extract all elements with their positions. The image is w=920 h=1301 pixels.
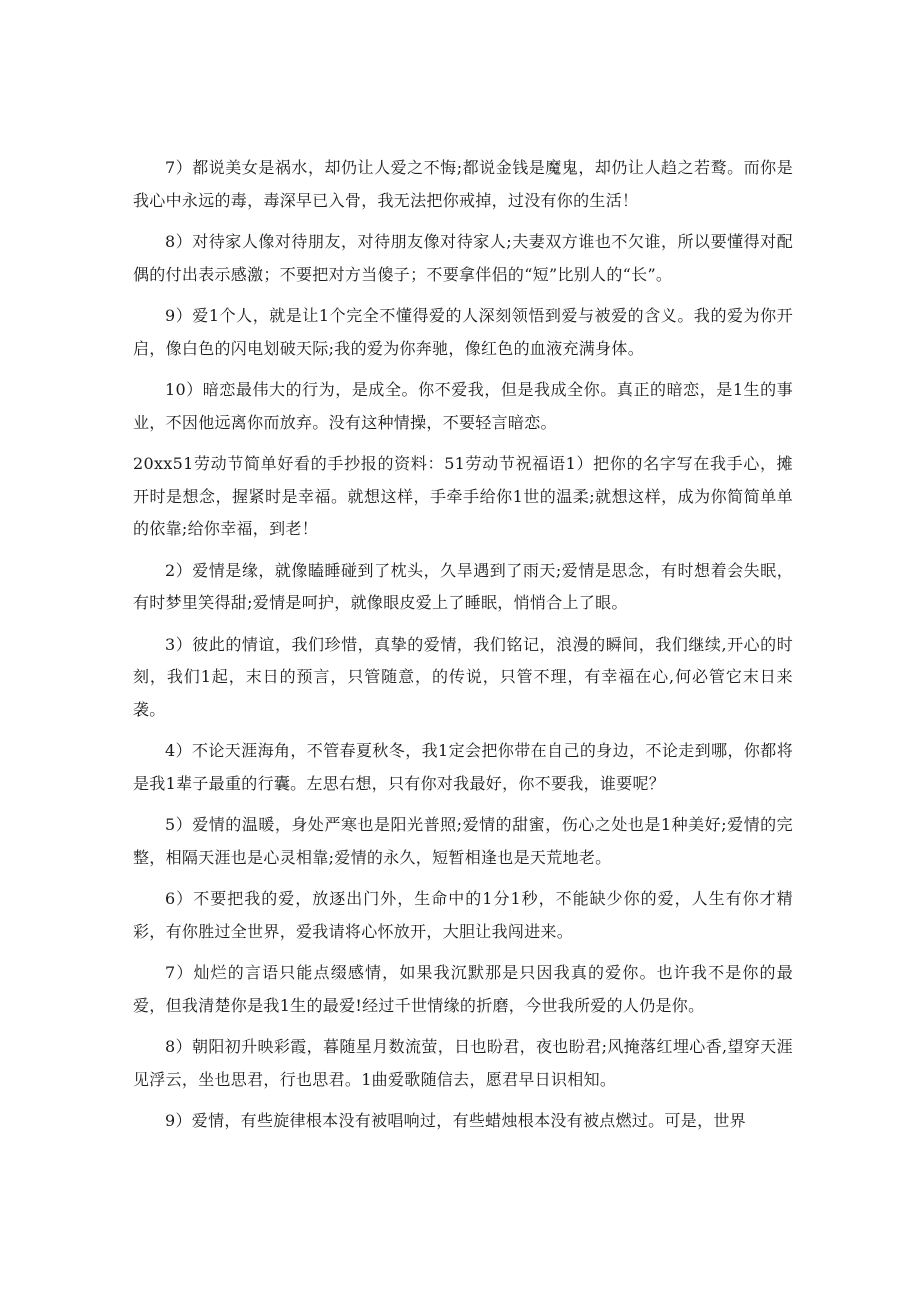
paragraph-5-warmth: 5）爱情的温暖，身处严寒也是阳光普照;爱情的甜蜜，伤心之处也是1种美好;爱情的完整，相隔天涯也是心灵相靠;爱情的永久，短暂相逢也是天荒地老。 <box>133 815 793 867</box>
paragraph-section-heading-blessings: 20xx51劳动节简单好看的手抄报的资料：51劳动节祝福语1）把你的名字写在我手心，摊开时是想念，握紧时是幸福。就想这样，手牵手给你1世的温柔;就想这样，成为你简简单单的依靠;给你幸福，到老！ <box>133 454 793 538</box>
paragraph-7-brilliant-words: 7）灿烂的言语只能点缀感情，如果我沉默那是只因我真的爱你。也许我不是你的最爱，但我清楚你是我1生的最爱!经过千世情缘的折磨，今世我所爱的人仍是你。 <box>133 963 793 1015</box>
paragraph-4-anywhere: 4）不论天涯海角，不管春夏秋冬，我1定会把你带在自己的身边，不论走到哪，你都将是我1辈子最重的行囊。左思右想，只有你对我最好，你不要我，谁要呢？ <box>133 741 793 793</box>
paragraph-8-family: 8）对待家人像对待朋友，对待朋友像对待家人;夫妻双方谁也不欠谁，所以要懂得对配偶的付出表示感激；不要把对方当傻子；不要拿伴侣的“短”比别人的“长”。 <box>133 232 793 284</box>
document-body <box>133 152 793 1147</box>
paragraph-9-melody: 9）爱情，有些旋律根本没有被唱响过，有些蜡烛根本没有被点燃过。可是，世界 <box>165 1111 746 1130</box>
paragraph-3-friendship: 3）彼此的情谊，我们珍惜，真挚的爱情，我们铭记，浪漫的瞬间，我们继续,开心的时刻，我们1起，末日的预言，只管随意，的传说，只管不理，有幸福在心,何必管它末日来袭。 <box>133 634 793 719</box>
paragraph-2-love-fate: 2）爱情是缘，就像瞌睡碰到了枕头，久旱遇到了雨天;爱情是思念，有时想着会失眠，有时梦里笑得甜;爱情是呵护，就像眼皮爱上了睡眠，悄悄合上了眼。 <box>133 560 793 612</box>
paragraph-7-beauty: 7）都说美女是祸水，却仍让人爱之不悔;都说金钱是魔鬼，却仍让人趋之若鹜。而你是我心中永远的毒，毒深早已入骨，我无法把你戒掉，过没有你的生活！ <box>133 158 793 210</box>
paragraph-6-my-love: 6）不要把我的爱，放逐出门外，生命中的1分1秒，不能缺少你的爱，人生有你才精彩，有你胜过全世界，爱我请将心怀放开，大胆让我闯进来。 <box>133 889 793 941</box>
paragraph-8-morning-sun: 8）朝阳初升映彩霞，暮随星月数流萤，日也盼君，夜也盼君;风掩落红埋心香,望穿天涯见浮云，坐也思君，行也思君。1曲爱歌随信去，愿君早日识相知。 <box>133 1037 793 1089</box>
paragraph-10-secret-love: 10）暗恋最伟大的行为，是成全。你不爱我，但是我成全你。真正的暗恋，是1生的事业，不因他远离你而放弃。没有这种情操，不要轻言暗恋。 <box>133 380 793 432</box>
paragraph-9-love-one: 9）爱1个人，就是让1个完全不懂得爱的人深刻领悟到爱与被爱的含义。我的爱为你开启，像白色的闪电划破天际;我的爱为你奔驰，像红色的血液充满身体。 <box>133 306 793 358</box>
